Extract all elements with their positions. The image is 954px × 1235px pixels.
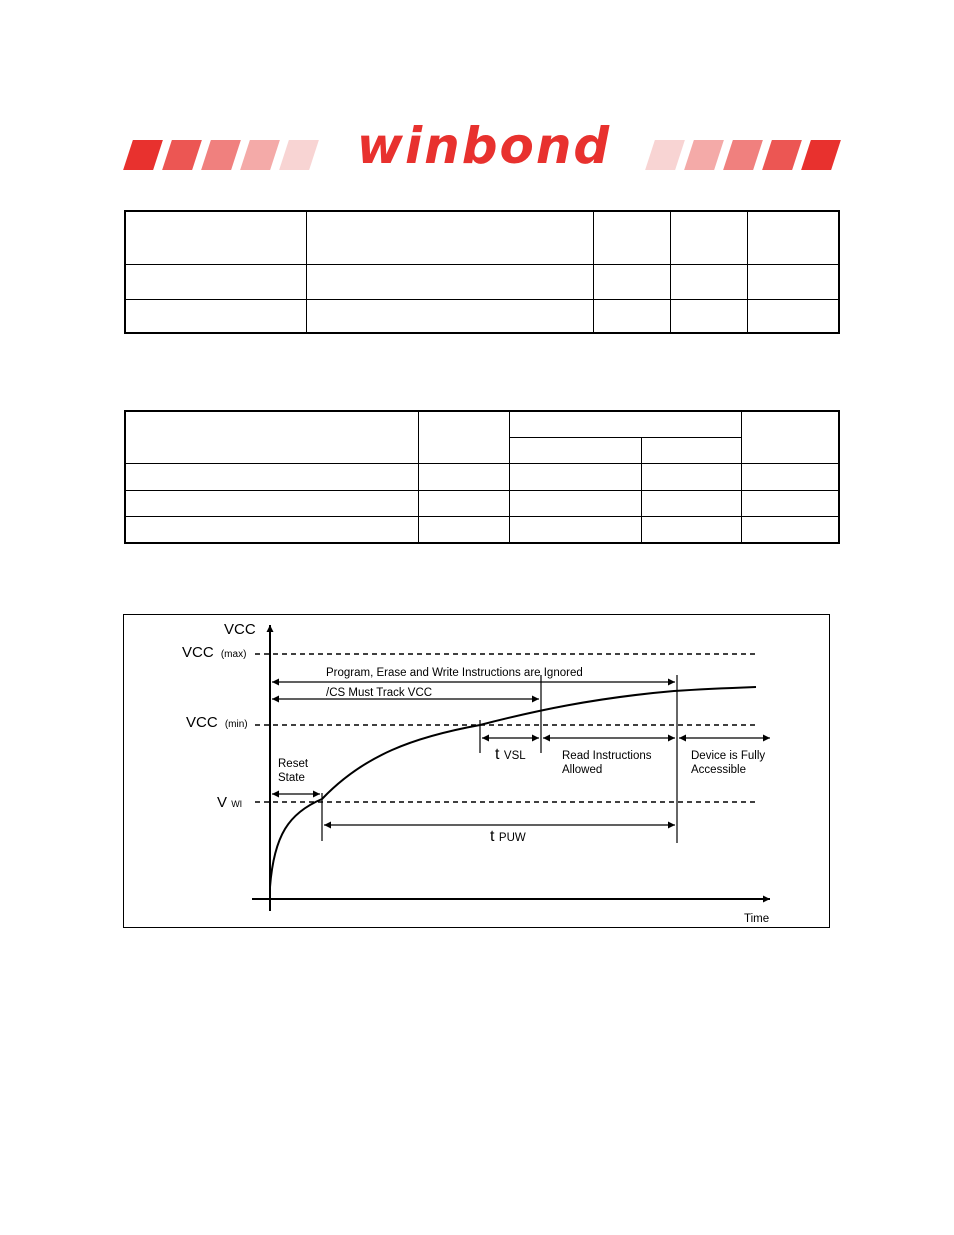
vcc-min-main: VCC — [186, 714, 218, 731]
table-cell — [306, 299, 593, 333]
table-cell — [642, 490, 742, 516]
logo-stripe — [279, 140, 319, 170]
vcc-max-sub: (max) — [220, 649, 247, 660]
table-cell — [125, 411, 418, 464]
vcc-min-sub: (min) — [224, 719, 248, 730]
table-cell — [642, 464, 742, 490]
table-cell — [418, 464, 510, 490]
tpuw-sub: PUW — [498, 832, 526, 844]
fully-accessible-label — [691, 750, 768, 776]
table-cell — [642, 517, 742, 543]
logo-stripe — [123, 140, 163, 170]
table-cell — [747, 299, 839, 333]
y-axis-label: VCC — [224, 621, 256, 638]
table-cell — [510, 464, 642, 490]
vwi-main: V — [217, 794, 228, 811]
logo-stripe — [240, 140, 280, 170]
table-row — [125, 211, 839, 264]
table-cell — [125, 299, 306, 333]
table-cell — [510, 517, 642, 543]
tvsl-main: t — [495, 746, 500, 763]
timing-diagram-svg — [124, 615, 831, 929]
reset-state-label — [278, 758, 311, 784]
reset-state-line-2: State — [278, 772, 305, 784]
program-erase-label: Program, Erase and Write Instructions are Ignored — [326, 667, 583, 679]
table-cell — [670, 264, 747, 299]
table-cell — [125, 490, 418, 516]
table-row — [125, 517, 839, 543]
table-cell — [594, 211, 671, 264]
read-allowed-line-2: Allowed — [562, 764, 603, 776]
tvsl-sub: VSL — [503, 750, 526, 762]
table-cell — [418, 411, 510, 464]
table-cell — [594, 299, 671, 333]
logo-stripe — [723, 140, 763, 170]
table-cell — [670, 299, 747, 333]
winbond-logo — [122, 117, 844, 176]
tpuw-label — [490, 828, 526, 845]
table-cell — [125, 517, 418, 543]
table-cell — [306, 264, 593, 299]
read-allowed-label — [562, 750, 655, 776]
vcc-rise-curve — [270, 687, 756, 887]
read-allowed-line-1: Read Instructions — [562, 750, 652, 762]
reset-state-line-1: Reset — [278, 758, 309, 770]
table-cell — [125, 211, 306, 264]
table-cell — [747, 264, 839, 299]
logo-stripe — [645, 140, 685, 170]
table-cell — [741, 411, 839, 464]
table-cell — [747, 211, 839, 264]
table-cell — [418, 517, 510, 543]
cs-track-label: /CS Must Track VCC — [326, 687, 433, 699]
table-cell — [125, 264, 306, 299]
vwi-label — [217, 794, 242, 811]
table-row — [125, 490, 839, 516]
table-cell — [125, 464, 418, 490]
logo-wordmark: winbond — [356, 117, 612, 175]
logo-stripe — [201, 140, 241, 170]
logo-stripe — [801, 140, 841, 170]
power-up-timing-diagram — [123, 614, 830, 928]
table-cell — [642, 437, 742, 463]
x-axis-label: Time — [744, 913, 770, 925]
table-row — [125, 411, 839, 437]
table-cell — [510, 490, 642, 516]
table-cell — [510, 411, 741, 437]
vwi-sub: WI — [231, 799, 243, 809]
vcc-max-main: VCC — [182, 644, 214, 661]
fully-accessible-line-2: Accessible — [691, 764, 746, 776]
table-cell — [741, 490, 839, 516]
spec-table-2 — [124, 410, 840, 544]
table-cell — [670, 211, 747, 264]
table-row — [125, 464, 839, 490]
fully-accessible-line-1: Device is Fully — [691, 750, 766, 762]
logo-stripe — [762, 140, 802, 170]
logo-stripe — [684, 140, 724, 170]
table-cell — [510, 437, 642, 463]
spec-table-1 — [124, 210, 840, 334]
vcc-min-label — [186, 714, 248, 731]
logo-stripe — [162, 140, 202, 170]
table-cell — [741, 517, 839, 543]
table-cell — [594, 264, 671, 299]
table-cell — [418, 490, 510, 516]
table-cell — [741, 464, 839, 490]
table-row — [125, 299, 839, 333]
tvsl-label — [495, 746, 526, 763]
vcc-max-label — [182, 644, 246, 661]
tpuw-main: t — [490, 828, 495, 845]
table-row — [125, 264, 839, 299]
table-cell — [306, 211, 593, 264]
